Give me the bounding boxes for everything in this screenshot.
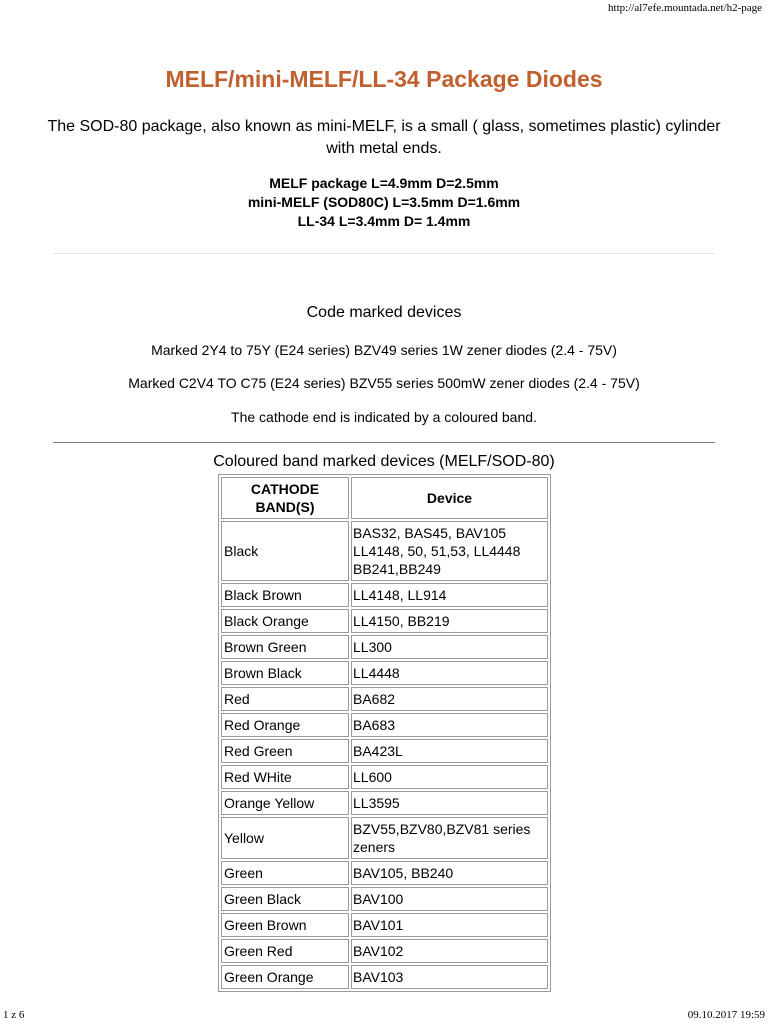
table-row [221,887,548,911]
device-line: BA683 [353,717,396,733]
cathode-band-cell: Brown Black [221,661,349,685]
device-line: LL300 [353,639,392,655]
device-cell [351,817,548,859]
header-cathode-band: CATHODE BAND(S) [221,477,349,519]
cathode-band-cell: Green Black [221,887,349,911]
table-row [221,965,548,989]
band-table [218,474,551,992]
page-title: MELF/mini-MELF/LL-34 Package Diodes [165,66,603,92]
cathode-band-cell: Red [221,687,349,711]
device-cell [351,861,548,885]
cathode-band-cell: Brown Green [221,635,349,659]
device-cell [351,791,548,815]
cathode-band-cell: Green Orange [221,965,349,989]
code-section-title: Code marked devices [306,304,462,321]
device-cell [351,965,548,989]
device-line: BZV55,BZV80,BZV81 series [353,821,531,837]
code-line-cathode: The cathode end is indicated by a coloured band. [231,409,537,425]
code-line-bzv55: Marked C2V4 TO C75 (E24 series) BZV55 series 500mW zener diodes (2.4 - 75V) [128,375,640,391]
device-cell [351,583,548,607]
device-line: zeners [353,839,396,855]
cathode-band-cell: Red Orange [221,713,349,737]
device-cell [351,887,548,911]
device-line: BAV103 [353,969,404,985]
table-row [221,635,548,659]
divider-light [53,253,715,254]
divider-dark [53,442,715,443]
table-row [221,913,548,937]
device-line: LL3595 [353,795,400,811]
dimension-melf: MELF package L=4.9mm D=2.5mm [269,175,499,191]
device-cell [351,521,548,581]
device-line: BB241,BB249 [353,561,441,577]
cathode-band-cell: Green Red [221,939,349,963]
device-line: BAS32, BAS45, BAV105 [353,525,507,541]
device-cell [351,713,548,737]
header-device: Device [351,477,548,519]
page-url: http://al7efe.mountada.net/h2-page [608,2,762,14]
device-line: LL4148, 50, 51,53, LL4448 [353,543,521,559]
device-line: LL4448 [353,665,400,681]
device-line: BAV105, BB240 [353,865,454,881]
cathode-band-cell: Green Brown [221,913,349,937]
table-row [221,583,548,607]
table-header-row [221,477,548,519]
band-table-caption: Coloured band marked devices (MELF/SOD-80) [213,453,555,470]
device-line: BAV102 [353,943,404,959]
dimension-ll34: LL-34 L=3.4mm D= 1.4mm [297,213,471,229]
intro-paragraph: The SOD-80 package, also known as mini-MELF, is a small ( glass, sometimes plastic) cylinder with metal ends. [47,118,721,157]
table-row [221,765,548,789]
device-cell [351,609,548,633]
cathode-band-cell: Orange Yellow [221,791,349,815]
device-line: BA423L [353,743,403,759]
table-row [221,661,548,685]
band-table-body [221,521,548,989]
table-row [221,609,548,633]
table-row [221,521,548,581]
device-cell [351,687,548,711]
cathode-band-cell: Red Green [221,739,349,763]
table-row [221,791,548,815]
cathode-band-cell: Red WHite [221,765,349,789]
dimension-mini-melf: mini-MELF (SOD80C) L=3.5mm D=1.6mm [247,194,521,210]
cathode-band-cell: Black Brown [221,583,349,607]
device-cell [351,661,548,685]
package-dimensions [0,174,768,231]
code-line-bzv49: Marked 2Y4 to 75Y (E24 series) BZV49 series 1W zener diodes (2.4 - 75V) [151,342,617,358]
page-number: 1 z 6 [3,1009,25,1021]
device-line: BA682 [353,691,396,707]
device-line: LL4150, BB219 [353,613,450,629]
device-cell [351,635,548,659]
table-row [221,687,548,711]
table-row [221,939,548,963]
device-cell [351,913,548,937]
device-line: BAV100 [353,891,404,907]
cathode-band-cell: Black Orange [221,609,349,633]
table-row [221,861,548,885]
table-row [221,739,548,763]
table-row [221,817,548,859]
device-line: LL600 [353,769,392,785]
device-cell [351,739,548,763]
device-line: LL4148, LL914 [353,587,447,603]
device-line: BAV101 [353,917,404,933]
cathode-band-cell: Black [221,521,349,581]
device-cell [351,939,548,963]
cathode-band-cell: Yellow [221,817,349,859]
cathode-band-cell: Green [221,861,349,885]
table-row [221,713,548,737]
device-cell [351,765,548,789]
print-timestamp: 09.10.2017 19:59 [687,1009,765,1021]
